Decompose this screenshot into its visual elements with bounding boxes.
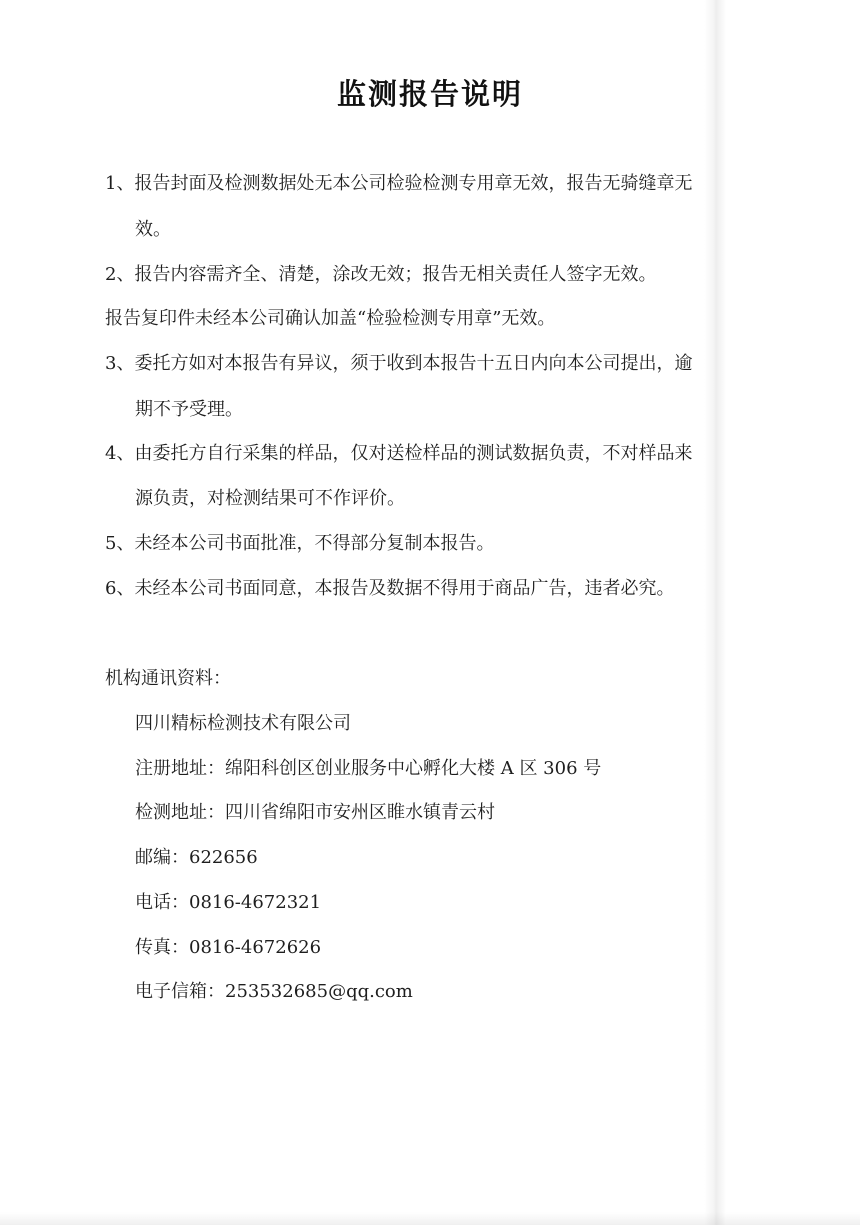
item-4-line-1: 4、由委托方自行采集的样品，仅对送检样品的测试数据负责，不对样品来 [105,443,693,464]
item-3-line-2: 期不予受理。 [135,399,243,420]
contact-fax: 传真：0816-4672626 [135,937,322,958]
item-1-line-1: 1、报告封面及检测数据处无本公司检验检测专用章无效，报告无骑缝章无 [105,173,693,194]
contact-email: 电子信箱：253532685@qq.com [135,981,413,1002]
contact-heading: 机构通讯资料： [105,668,231,689]
item-5-line-1: 5、未经本公司书面批准，不得部分复制本报告。 [105,533,495,554]
contact-phone: 电话：0816-4672321 [135,892,322,913]
item-3-line-1: 3、委托方如对本报告有异议，须于收到本报告十五日内向本公司提出，逾 [105,353,693,374]
item-2-line-1: 2、报告内容需齐全、清楚，涂改无效；报告无相关责任人签字无效。 [105,264,657,285]
contact-register-address: 注册地址：绵阳科创区创业服务中心孵化大楼 A 区 306 号 [135,758,602,779]
scan-bottom-edge [0,1212,860,1225]
contact-test-address: 检测地址：四川省绵阳市安州区睢水镇青云村 [135,802,495,823]
contact-postcode: 邮编：622656 [135,847,258,868]
contact-company: 四川精标检测技术有限公司 [135,713,351,734]
item-2-line-2: 报告复印件未经本公司确认加盖“检验检测专用章”无效。 [105,308,556,329]
page-title: 监测报告说明 [336,77,523,111]
item-1-line-2: 效。 [135,219,171,240]
scan-crease [704,0,726,1225]
item-6-line-1: 6、未经本公司书面同意，本报告及数据不得用于商品广告，违者必究。 [105,578,675,599]
item-4-line-2: 源负责，对检测结果可不作评价。 [135,488,405,509]
